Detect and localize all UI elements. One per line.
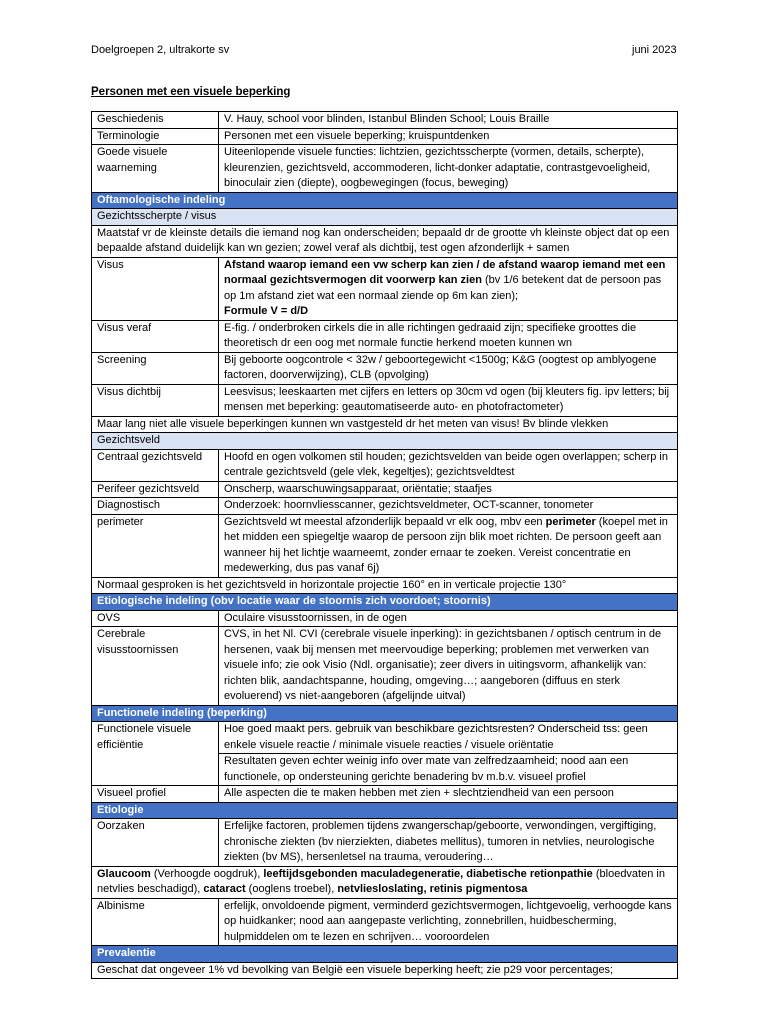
table-row (92, 145, 678, 193)
table-row (92, 449, 678, 481)
section-title: Functionele indeling (beperking) (92, 705, 678, 722)
section-header (92, 594, 678, 611)
row-label: perimeter (92, 514, 219, 577)
table-row (92, 498, 678, 515)
row-value: Leesvisus; leeskaarten met cijfers en letters op 30cm vd ogen (bij kleuters fig. ipv letters; bij mensen met beperking: geautomatiseerde auto- en photofractometer) (219, 384, 678, 416)
note-text: (Verhoogde oogdruk), (150, 867, 264, 880)
section-header (92, 705, 678, 722)
full-width-note: Maar lang niet alle visuele beperkingen kunnen wn vastgesteld dr het meten van visus! Bv blinde vlekken (92, 416, 678, 433)
table-row (92, 514, 678, 577)
row-value: Bij geboorte oogcontrole < 32w / geboortegewicht <1500g; K&G (oogtest op amblyogene factoren, doorverwijzing), CLB (opvolging) (219, 352, 678, 384)
header-left: Doelgroepen 2, ultrakorte sv (91, 44, 230, 56)
row-label: OVS (92, 610, 219, 627)
row-label: Albinisme (92, 898, 219, 946)
row-label: Screening (92, 352, 219, 384)
row-label: Geschiedenis (92, 112, 219, 129)
subsection-header (92, 209, 678, 226)
row-value: erfelijk, onvoldoende pigment, verminderd gezichtsvermogen, lichtgevoelig, verhoogde kans op huidkanker; nood aan aangepaste verlichting, zonnebrillen, huidbescherming, hulpmiddelen om te lezen en schrijven… vooroordelen (219, 898, 678, 946)
row-value: V. Hauy, school voor blinden, Istanbul Blinden School; Louis Braille (219, 112, 678, 129)
row-value: CVS, in het Nl. CVI (cerebrale visuele inperking): in gezichtsbanen / optisch centrum in de hersenen, vaak bij mensen met meervoudige beperking; problemen met verwerken van visuele info; zie ook Visio (Ndl. organisatie); zeer divers in uitingsvorm, afhankelijk van: richten blik, aandachtspanne, houding, omgeving…; aangeboren (diffuus en sterk evoluerend) vs niet-aangeboren (afgelijnde uitval) (219, 627, 678, 706)
subsection-title: Gezichtsveld (92, 433, 678, 450)
visus-example: (bv 1/6 betekent dat de persoon pas op 1m afstand ziet wat een normaal ziende op 6m kan zien); (224, 274, 662, 302)
row-value (219, 514, 678, 577)
table-row (92, 320, 678, 352)
row-label: Visus (92, 257, 219, 320)
perimeter-text-post: (koepel met in het midden een spiegeltje waarop de persoon zijn blik moet richten. De persoon geeft aan wanneer hij het lichtje waarneemt, zonder ernaar te zoeken. Vereist concentratie en medewerking, dus pas vanaf 6j) (224, 515, 668, 574)
table-row (92, 416, 678, 433)
table-row (92, 627, 678, 706)
cataract-term: cataract (203, 883, 246, 895)
netvlies-term: netvliesloslating, retinis pigmentosa (337, 883, 528, 895)
section-header (92, 946, 678, 963)
table-row (92, 257, 678, 320)
table-row (92, 610, 678, 627)
summary-table (91, 111, 678, 979)
visus-formula: Formule V = d/D (224, 305, 309, 317)
table-row (92, 819, 678, 867)
header-right: juni 2023 (632, 44, 677, 56)
row-value (219, 257, 678, 320)
perimeter-text-pre: Gezichtsveld wt meestal afzonderlijk bepaald vr elk oog, mbv een (224, 515, 546, 528)
table-row (92, 352, 678, 384)
table-row (92, 577, 678, 594)
row-value: E-fig. / onderbroken cirkels die in alle richtingen gedraaid zijn; specifieke groottes die theoretisch dr een oog met normale functie herkend moeten kunnen wn (219, 320, 678, 352)
table-row (92, 722, 678, 754)
row-label: Oorzaken (92, 819, 219, 867)
row-value: Alle aspecten die te maken hebben met zien + slechtziendheid van een persoon (219, 786, 678, 803)
row-label: Functionele visuele efficiëntie (92, 722, 219, 786)
row-value: Erfelijke factoren, problemen tijdens zwangerschap/geboorte, verwondingen, vergiftiging, chronische ziekten (bv nierziekten, diabetes mellitus), tumoren in netvlies, neurologische ziekten (bv MS), hersenletsel na trauma, veroudering… (219, 819, 678, 867)
subsection-header (92, 433, 678, 450)
row-value: Hoofd en ogen volkomen stil houden; gezichtsvelden van beide ogen overlappen; scherp in centrale gezichtsveld (gele vlek, kegeltjes); gezichtsveldtest (219, 449, 678, 481)
row-value: Resultaten geven echter weinig info over mate van zelfredzaamheid; nood aan een functionele, op ondersteuning gerichte benadering bv m.b.v. visueel profiel (219, 754, 678, 786)
table-row (92, 962, 678, 979)
full-width-note: Maatstaf vr de kleinste details die iemand nog kan onderscheiden; bepaald dr de grootte vh kleinste object dat op een bepaalde afstand duidelijk kan wn gezien; zowel veraf als dichtbij, test ogen afzonderlijk + samen (92, 225, 678, 257)
note-text: (bloedvaten in netvlies beschadigd), (97, 867, 665, 895)
row-label: Visus dichtbij (92, 384, 219, 416)
section-title: Etiologische indeling (obv locatie waar de stoornis zich voordoet; stoornis) (92, 594, 678, 611)
row-value: Onscherp, waarschuwingsapparaat, oriëntatie; staafjes (219, 481, 678, 498)
row-value: Hoe goed maakt pers. gebruik van beschikbare gezichtsresten? Onderscheid tss: geen enkele visuele reactie / minimale visuele reacties / visuele oriëntatie (219, 722, 678, 754)
table-row (92, 128, 678, 145)
table-row (92, 384, 678, 416)
perimeter-term: perimeter (545, 515, 596, 528)
note-text: (ooglens troebel), (245, 883, 338, 895)
visus-definition: Afstand waarop iemand een vw scherp kan zien / de afstand waarop iemand met een normaal gezichtsvermogen dit voorwerp kan zien (224, 258, 666, 286)
row-label: Goede visuele waarneming (92, 145, 219, 193)
full-width-note: Geschat dat ongeveer 1% vd bevolking van België een visuele beperking heeft; zie p29 voor percentages; (92, 962, 678, 979)
subsection-title: Gezichtsscherpte / visus (92, 209, 678, 226)
page-title: Personen met een visuele beperking (91, 86, 291, 98)
full-width-note: Normaal gesproken is het gezichtsveld in horizontale projectie 160° en in verticale projectie 130° (92, 577, 678, 594)
row-label: Perifeer gezichtsveld (92, 481, 219, 498)
row-value: Oculaire visusstoornissen, in de ogen (219, 610, 678, 627)
row-label: Cerebrale visusstoornissen (92, 627, 219, 706)
row-label: Terminologie (92, 128, 219, 145)
section-header (92, 802, 678, 819)
table-row (92, 112, 678, 129)
full-width-note (92, 866, 678, 898)
row-label: Visueel profiel (92, 786, 219, 803)
section-header (92, 192, 678, 209)
row-label: Centraal gezichtsveld (92, 449, 219, 481)
table-row (92, 225, 678, 257)
maculadegeneratie-term: leeftijdsgebonden maculadegeneratie, diabetische retionpathie (263, 867, 593, 880)
table-row (92, 866, 678, 898)
glaucoom-term: Glaucoom (97, 867, 151, 880)
row-value: Uiteenlopende visuele functies: lichtzien, gezichtsscherpte (vormen, details, scherpte), kleurenzien, gezichtsveld, accommoderen, licht-donker adaptatie, contrastgevoeligheid, binoculair zien (diepte), oogbewegingen (focus, beweging) (219, 145, 678, 193)
table-row (92, 481, 678, 498)
section-title: Prevalentie (92, 946, 678, 963)
row-value: Personen met een visuele beperking; kruispuntdenken (219, 128, 678, 145)
row-label: Visus veraf (92, 320, 219, 352)
section-title: Oftamologische indeling (92, 192, 678, 209)
row-value: Onderzoek: hoornvliesscanner, gezichtsveldmeter, OCT-scanner, tonometer (219, 498, 678, 515)
table-row (92, 898, 678, 946)
section-title: Etiologie (92, 802, 678, 819)
table-row (92, 786, 678, 803)
row-label: Diagnostisch (92, 498, 219, 515)
